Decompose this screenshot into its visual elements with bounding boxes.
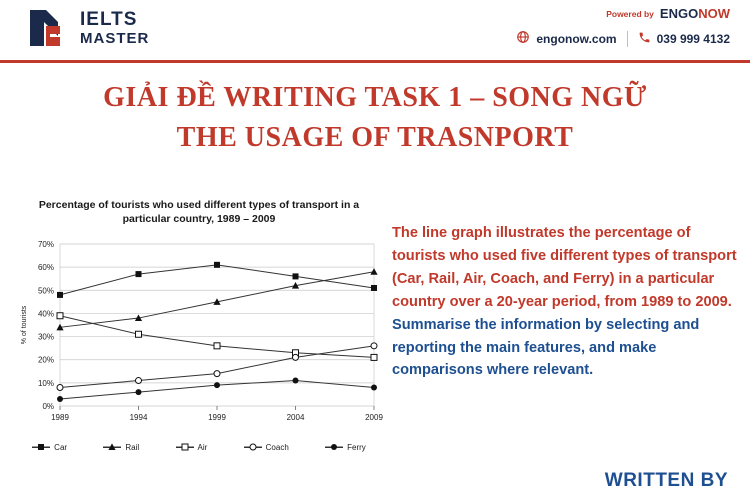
legend-label: Ferry <box>347 443 366 452</box>
logo-text-block <box>80 10 149 46</box>
phone-icon <box>638 31 651 47</box>
legend-marker-filled-circle <box>325 447 343 448</box>
legend-item-coach <box>244 443 289 452</box>
description-block <box>392 222 740 382</box>
brand-logo[interactable] <box>28 6 149 50</box>
svg-text:1999: 1999 <box>208 413 226 423</box>
page-title <box>0 78 750 158</box>
description-blue: Summarise the information by selecting and reporting the main features, and make comparisons where relevant. <box>392 316 700 379</box>
legend-label: Rail <box>125 443 140 452</box>
svg-text:% of tourists: % of tourists <box>21 306 28 345</box>
legend-marker-open-circle <box>244 447 262 448</box>
svg-text:1994: 1994 <box>129 413 148 423</box>
ielts-master-logo-icon <box>28 6 72 50</box>
engonow-brand <box>660 6 730 21</box>
line-chart <box>14 234 384 439</box>
svg-text:30%: 30% <box>37 332 54 342</box>
logo-line-master: MASTER <box>80 30 150 47</box>
svg-text:0%: 0% <box>42 402 54 412</box>
legend-label: Air <box>197 443 208 452</box>
written-by-label: WRITTEN BY <box>604 470 728 491</box>
chart-plot-area <box>14 234 384 434</box>
powered-by-label: Powered by <box>606 8 654 19</box>
legend-item-ferry <box>325 443 366 452</box>
contact-divider <box>627 31 628 47</box>
contact-row <box>516 30 730 47</box>
svg-text:60%: 60% <box>37 263 54 273</box>
legend-item-rail <box>103 443 139 452</box>
svg-text:2004: 2004 <box>286 413 305 423</box>
svg-text:40%: 40% <box>37 309 54 319</box>
legend-label: Coach <box>265 443 289 452</box>
powered-by-block <box>606 6 730 21</box>
svg-text:20%: 20% <box>37 356 54 366</box>
title-line-1: GIẢI ĐỀ WRITING TASK 1 – SONG NGỮ <box>103 82 647 113</box>
brand-part-now: NOW <box>698 6 730 21</box>
page-header <box>0 0 750 62</box>
svg-text:50%: 50% <box>37 286 54 296</box>
chart-legend <box>14 443 384 452</box>
description-red: The line graph illustrates the percentage of tourists who used five different types of transport (Car, Rail, Air, Coach, and Ferry) in a particular country over a 20-year period, from 1989 to 2009. <box>392 225 737 310</box>
website-link[interactable] <box>516 30 616 47</box>
legend-item-car <box>32 443 67 452</box>
phone-text: 039 999 4132 <box>656 31 730 46</box>
logo-line-ielts: IELTS <box>80 9 138 30</box>
legend-marker-open-square <box>176 447 194 448</box>
svg-text:2009: 2009 <box>365 413 383 423</box>
legend-marker-filled-square <box>32 447 50 448</box>
svg-text:10%: 10% <box>37 379 54 389</box>
website-text: engonow.com <box>536 31 617 46</box>
chart-panel <box>14 198 384 468</box>
header-divider <box>0 60 750 63</box>
globe-icon <box>516 30 530 47</box>
legend-marker-filled-triangle <box>103 447 121 448</box>
chart-title: Percentage of tourists who used different types of transport in a particular country, 1989 – 2009 <box>38 199 360 226</box>
svg-text:1989: 1989 <box>51 413 69 423</box>
legend-label: Car <box>54 443 68 452</box>
brand-part-engo: ENGO <box>659 6 699 21</box>
svg-text:70%: 70% <box>37 240 54 250</box>
phone-link[interactable] <box>638 31 730 47</box>
legend-item-air <box>176 443 208 452</box>
title-line-2: THE USAGE OF TRASNPORT <box>176 121 574 153</box>
